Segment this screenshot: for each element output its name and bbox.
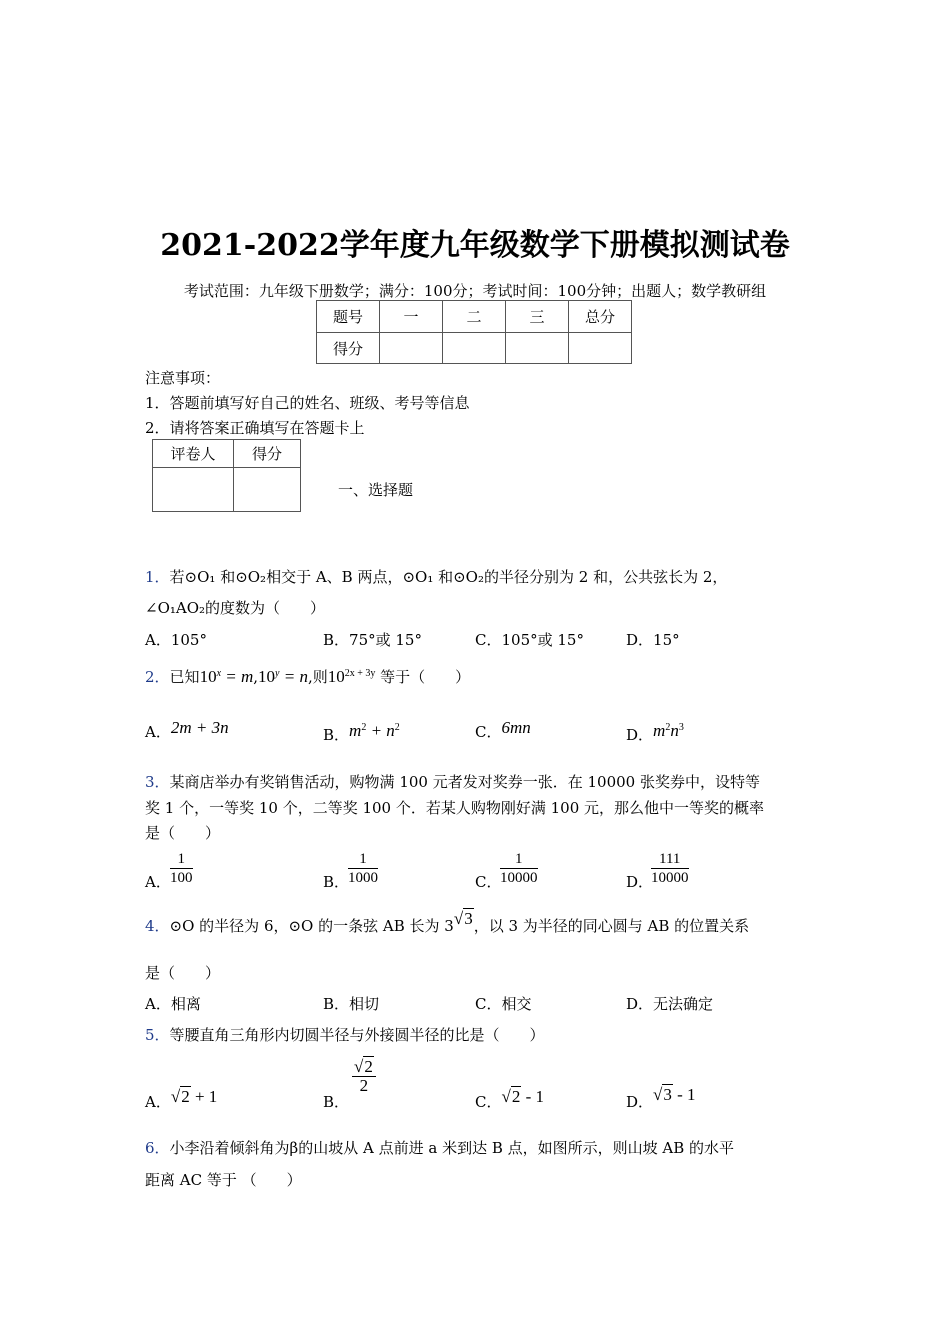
radicand: 3 xyxy=(663,1085,672,1104)
option-c[interactable]: C．105°或 15° xyxy=(475,631,584,649)
score-cell[interactable] xyxy=(569,333,632,364)
note-item: 1．答题前填写好自己的姓名、班级、考号等信息 xyxy=(145,394,470,412)
question-number: 6． xyxy=(145,1139,170,1157)
question-4: 4．⊙O 的半径为 6，⊙O 的一条弦 AB 长为 3√3，以 3 为半径的同心圆与 AB 的位置关系 xyxy=(145,909,750,935)
score-header-cell: 题号 xyxy=(317,301,380,333)
fraction xyxy=(500,850,538,887)
option-b-label[interactable]: B． xyxy=(323,1093,350,1111)
option-label: D． xyxy=(626,1093,654,1111)
math-expr: - 1 xyxy=(672,1085,696,1104)
math-expr: + n xyxy=(366,721,395,740)
question-text: 若⊙O₁ 和⊙O₂相交于 A、B 两点，⊙O₁ 和⊙O₂的半径分别为 2 和，公共弦长为 2， xyxy=(169,568,728,586)
score-header-cell: 总分 xyxy=(569,301,632,333)
option-d[interactable] xyxy=(626,722,684,745)
math-expr: 10 xyxy=(199,667,217,686)
grader-header: 评卷人 xyxy=(153,440,234,468)
option-b[interactable] xyxy=(323,722,400,745)
question-text: 是（ ） xyxy=(145,824,221,842)
note-item: 2．请将答案正确填写在答题卡上 xyxy=(145,419,365,437)
option-b[interactable]: B．75°或 15° xyxy=(323,631,422,649)
denominator: 10000 xyxy=(651,870,689,886)
score-cell[interactable] xyxy=(506,333,569,364)
section-heading: 一、选择题 xyxy=(338,481,414,499)
option-d[interactable]: D．√3 - 1 xyxy=(626,1085,696,1111)
math-expr: m xyxy=(653,721,666,740)
denominator: 100 xyxy=(170,870,193,886)
question-1 xyxy=(145,567,727,587)
radicand: 2 xyxy=(364,1057,373,1076)
radicand: 2 xyxy=(511,1087,521,1106)
score-cell[interactable] xyxy=(380,333,443,364)
math-exp: 2x + 3y xyxy=(344,668,376,679)
question-number: 1． xyxy=(145,568,170,586)
fraction xyxy=(352,1058,376,1095)
grader-cell[interactable] xyxy=(234,468,301,512)
score-header-cell: 二 xyxy=(443,301,506,333)
option-b[interactable]: B．相切 xyxy=(323,995,380,1013)
option-label[interactable]: D． xyxy=(626,873,654,891)
numerator: √2 xyxy=(352,1058,376,1077)
page-title: 2021-2022学年度九年级数学下册模拟测试卷 xyxy=(160,228,790,263)
question-text: ∠O₁AO₂的度数为（ ） xyxy=(145,599,326,617)
option-d[interactable]: D．无法确定 xyxy=(626,995,714,1013)
option-label: A． xyxy=(145,723,171,741)
question-text: 等腰直角三角形内切圆半径与外接圆半径的比是（ ） xyxy=(169,1026,545,1044)
question-number: 3． xyxy=(145,773,170,791)
option-c[interactable]: C．√2 - 1 xyxy=(475,1087,544,1111)
question-text: 小李沿着倾斜角为β的山坡从 A 点前进 a 米到达 B 点，如图所示，则山坡 AB 的水平 xyxy=(169,1139,735,1157)
denominator: 1000 xyxy=(348,870,378,886)
question-text: 奖 1 个，一等奖 10 个，二等奖 100 个．若某人购物刚好满 100 元，那么他中一等奖的概率 xyxy=(145,799,765,817)
fraction xyxy=(651,850,689,887)
radicand: 3 xyxy=(464,909,473,928)
question-6 xyxy=(145,1138,734,1158)
option-label[interactable]: B． xyxy=(323,873,350,891)
math-exp: y xyxy=(275,668,280,679)
question-text: ,则 xyxy=(307,668,328,686)
numerator: 111 xyxy=(651,850,689,869)
question-number: 2． xyxy=(145,668,170,686)
question-3 xyxy=(145,772,760,792)
question-text: 是（ ） xyxy=(145,964,221,982)
math-expr: 10 xyxy=(327,667,345,686)
denominator: 2 xyxy=(359,1076,369,1095)
option-a[interactable]: A．√2 + 1 xyxy=(145,1087,218,1111)
math-expr: - 1 xyxy=(521,1087,544,1106)
numerator: 1 xyxy=(500,850,538,869)
score-header-cell: 三 xyxy=(506,301,569,333)
math-exp: 2 xyxy=(394,722,400,733)
notes-heading: 注意事项： xyxy=(145,369,221,387)
score-cell[interactable] xyxy=(443,333,506,364)
math-expr: = n xyxy=(279,667,308,686)
option-label: C． xyxy=(475,723,502,741)
score-row-label: 得分 xyxy=(317,333,380,364)
math-exp: 2 xyxy=(361,722,367,733)
grader-cell[interactable] xyxy=(153,468,234,512)
fraction xyxy=(348,850,378,887)
score-table xyxy=(316,300,632,364)
option-d[interactable]: D．15° xyxy=(626,631,680,649)
math-expr: + 1 xyxy=(190,1087,218,1106)
option-a[interactable]: A．105° xyxy=(145,631,207,649)
grader-table xyxy=(152,439,301,512)
math-exp: x xyxy=(216,668,222,679)
numerator: 1 xyxy=(348,850,378,869)
option-c[interactable] xyxy=(475,718,531,742)
math-exp: 3 xyxy=(678,722,684,733)
question-text: ⊙O 的半径为 6，⊙O 的一条弦 AB 长为 3 xyxy=(169,917,454,935)
question-text: 已知 xyxy=(169,668,200,686)
question-5 xyxy=(145,1025,545,1045)
option-label: C． xyxy=(475,1093,502,1111)
option-label[interactable]: A． xyxy=(145,873,171,891)
question-text: ，以 3 为半径的同心圆与 AB 的位置关系 xyxy=(473,917,750,935)
math-expr: 10 xyxy=(258,667,276,686)
question-number: 4． xyxy=(145,917,170,935)
radicand: 2 xyxy=(181,1087,190,1106)
option-label: D． xyxy=(626,726,654,744)
option-a[interactable] xyxy=(145,718,229,742)
math-sep: , xyxy=(253,668,259,686)
math-expr: m xyxy=(349,721,362,740)
score-header-cell: 一 xyxy=(380,301,443,333)
question-text: 等于（ ） xyxy=(375,668,471,686)
exam-info: 考试范围：九年级下册数学；满分：100分；考试时间：100分钟；出题人；数学教研组 xyxy=(183,282,767,300)
numerator: 1 xyxy=(170,850,193,869)
grader-header: 得分 xyxy=(234,440,301,468)
math-expr: = m xyxy=(221,667,254,686)
question-text: 距离 AC 等于 （ ） xyxy=(145,1171,302,1189)
question-number: 5． xyxy=(145,1026,170,1044)
option-c[interactable]: C．相交 xyxy=(475,995,532,1013)
fraction xyxy=(170,850,193,887)
math-expr: 6mn xyxy=(501,718,531,737)
question-text: 某商店举办有奖销售活动，购物满 100 元者发对奖券一张．在 10000 张奖券中，设特等 xyxy=(169,773,760,791)
math-exp: 2 xyxy=(665,722,671,733)
denominator: 10000 xyxy=(500,870,538,886)
option-label[interactable]: C． xyxy=(475,873,502,891)
option-a[interactable]: A．相离 xyxy=(145,995,201,1013)
math-expr: n xyxy=(670,721,679,740)
option-label: A． xyxy=(145,1093,171,1111)
option-label: B． xyxy=(323,726,350,744)
math-expr: 2m + 3n xyxy=(170,718,229,737)
question-2 xyxy=(145,664,470,687)
